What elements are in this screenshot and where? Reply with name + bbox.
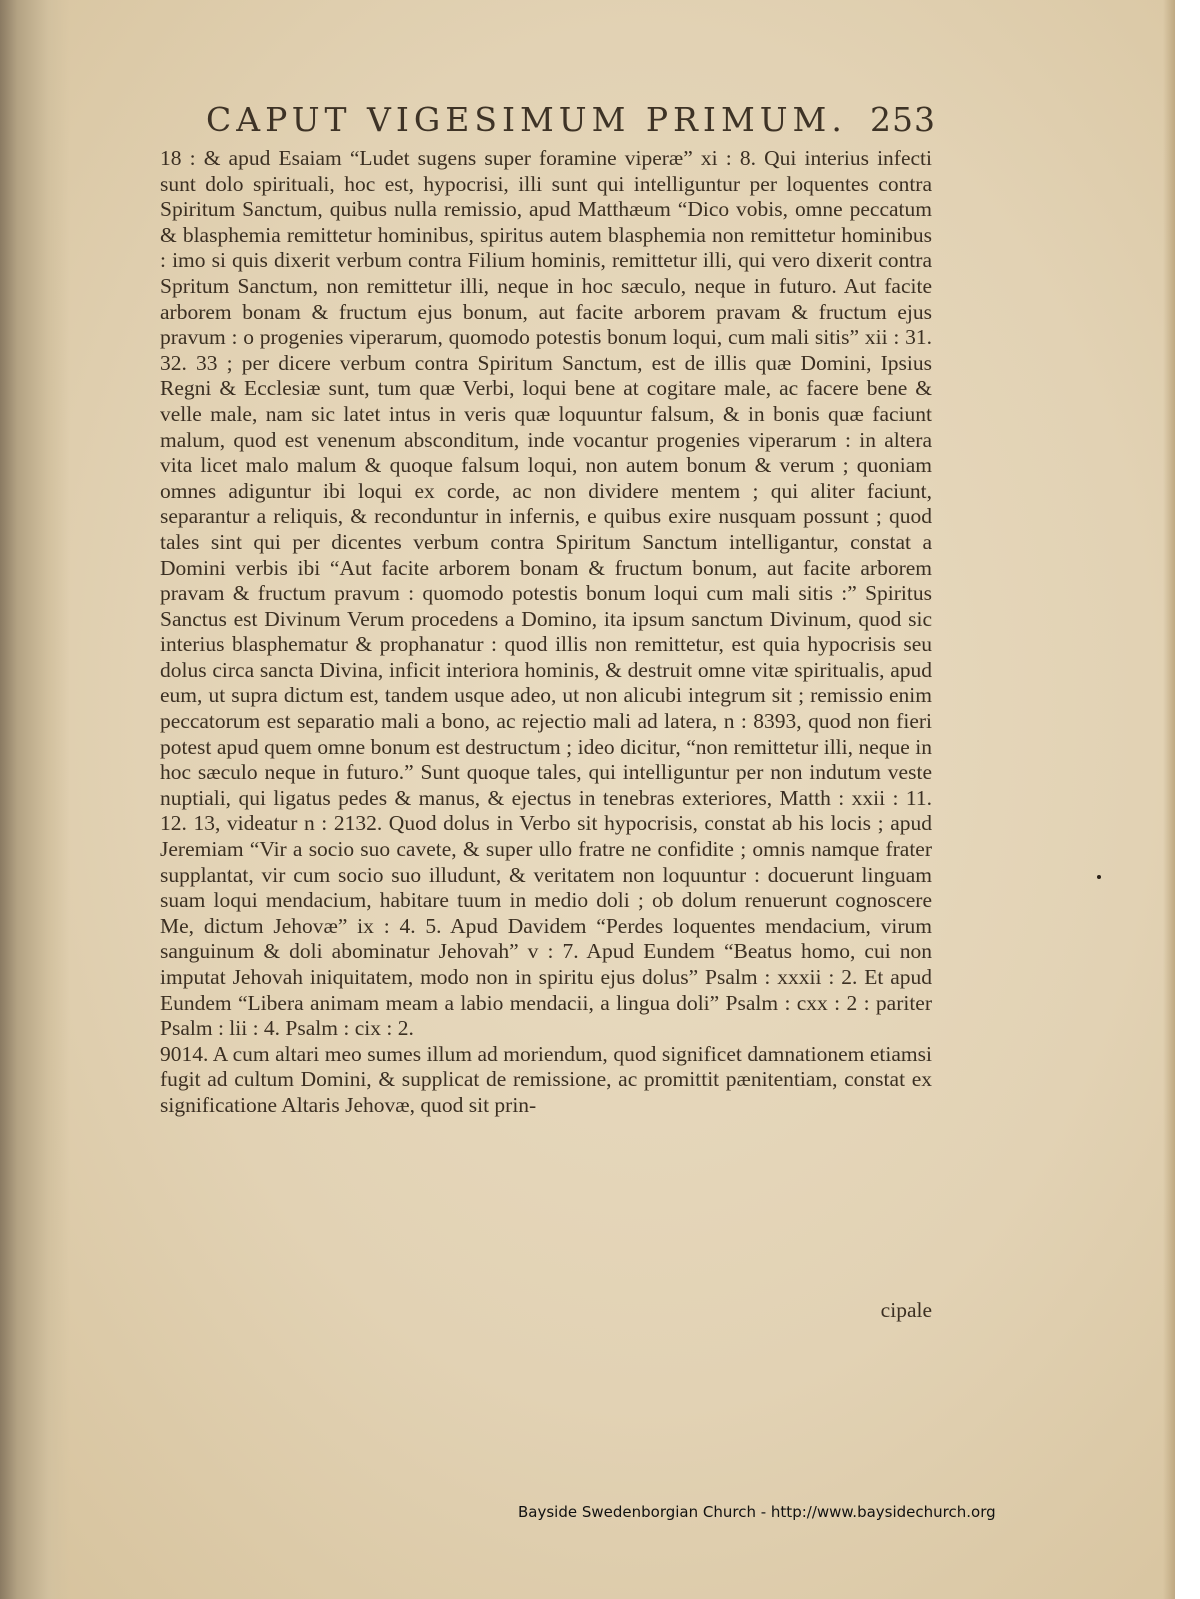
paragraph-9014: 9014. A cum altari meo sumes illum ad moriendum, quod significet damnationem etiamsi fugit ad cultum Domini, & supplicat de remissione, ac promittit pænitentiam, constat ex significatione Altaris Jehovæ, quod sit prin- [160, 1041, 932, 1117]
page-edge [1163, 0, 1175, 1599]
chapter-title: CAPUT VIGESIMUM PRIMUM. [206, 100, 847, 139]
paragraph-continued: 18 : & apud Esaiam “Ludet sugens super foramine viperæ” xi : 8. Qui interius infecti sunt dolo spirituali, hoc est, hypocrisi, illi sunt qui intelliguntur per loquentes contra Spiritum Sanctum, quibus nulla remissio, apud Matthæum “Dico vobis, omne peccatum & blasphemia remittetur hominibus, spiritus autem blasphemia non remittetur hominibus : imo si quis dixerit verbum contra Filium hominis, remittetur illi, qui vero dixerit contra Spritum Sanctum, non remittetur illi, neque in hoc sæculo, neque in futuro. Aut facite arborem bonam & fructum ejus bonum, aut facite arborem pravam & fructum ejus pravum : o progenies viperarum, quomodo potestis bonum loqui, cum mali sitis” xii : 31. 32. 33 ; per dicere verbum contra Spiritum Sanctum, est de illis quæ Domini, Ipsius Regni & Ecclesiæ sunt, tum quæ Verbi, loqui bene at cogitare male, ac facere bene & velle male, nam sic latet intus in veris quæ loquuntur falsum, & in bonis quæ faciunt malum, quod est venenum absconditum, inde vocantur progenies viperarum : in altera vita licet malo malum & quoque falsum loqui, non autem bonum & verum ; quoniam omnes adiguntur ibi loqui ex corde, ac non dividere mentem ; qui aliter faciunt, separantur a reliquis, & reconduntur in infernis, e quibus exire nusquam possunt ; quod tales sint qui per dicentes verbum contra Spiritum Sanctum intelligantur, constat a Domini verbis ibi “Aut facite arborem bonam & fructum bonum, aut facite arborem pravam & fructum pravum : quomodo potestis bonum loqui cum mali sitis :” Spiritus Sanctus est Divinum Verum procedens a Domino, ita ipsum sanctum Divinum, quod sic interius blasphematur & prophanatur : quod illis non remittetur, est quia hypocrisis seu dolus circa sancta Divina, inficit interiora hominis, & destruit omne vitæ spiritualis, apud eum, ut supra dictum est, tandem usque adeo, ut non alicubi integrum sit ; remissio enim peccatorum est separatio mali a bono, ac rejectio mali ad latera, n : 8393, quod non fieri potest apud quem omne bonum est destructum ; ideo dicitur, “non remittetur illi, neque in hoc sæculo neque in futuro.” Sunt quoque tales, qui intelliguntur per non indutum veste nuptiali, qui ligatus pedes & manus, & ejectus in tenebras exteriores, Matth : xxii : 11. 12. 13, videatur n : 2132. Quod dolus in Verbo sit hypocrisis, constat ab his locis ; apud Jeremiam “Vir a socio suo cavete, & super ullo fratre ne confidite ; omnis namque frater supplantat, vir cum socio suo illudunt, & veritatem non loquuntur : docuerunt linguam suam loqui mendacium, habitare tuum in medio doli ; ob dolum renuerunt cognoscere Me, dictum Jehovæ” ix : 4. 5. Apud Davidem “Perdes loquentes mendacium, virum sanguinum & doli abominatur Jehovah” v : 7. Apud Eundem “Beatus homo, cui non imputat Jehovah iniquitatem, modo non in spiritu ejus dolus” Psalm : xxxii : 2. Et apud Eundem “Libera animam meam a labio mendacii, a lingua doli” Psalm : cxx : 2 : pariter Psalm : lii : 4. Psalm : cix : 2. [160, 146, 932, 1041]
footer-credit: Bayside Swedenborgian Church - http://www.baysidechurch.org [518, 1503, 996, 1521]
binding-gutter [0, 0, 70, 1599]
catchword: cipale [880, 1298, 932, 1322]
running-head [200, 98, 940, 148]
page-number: 253 [870, 100, 936, 139]
ink-speck [1097, 875, 1101, 879]
body-text [160, 146, 932, 1119]
